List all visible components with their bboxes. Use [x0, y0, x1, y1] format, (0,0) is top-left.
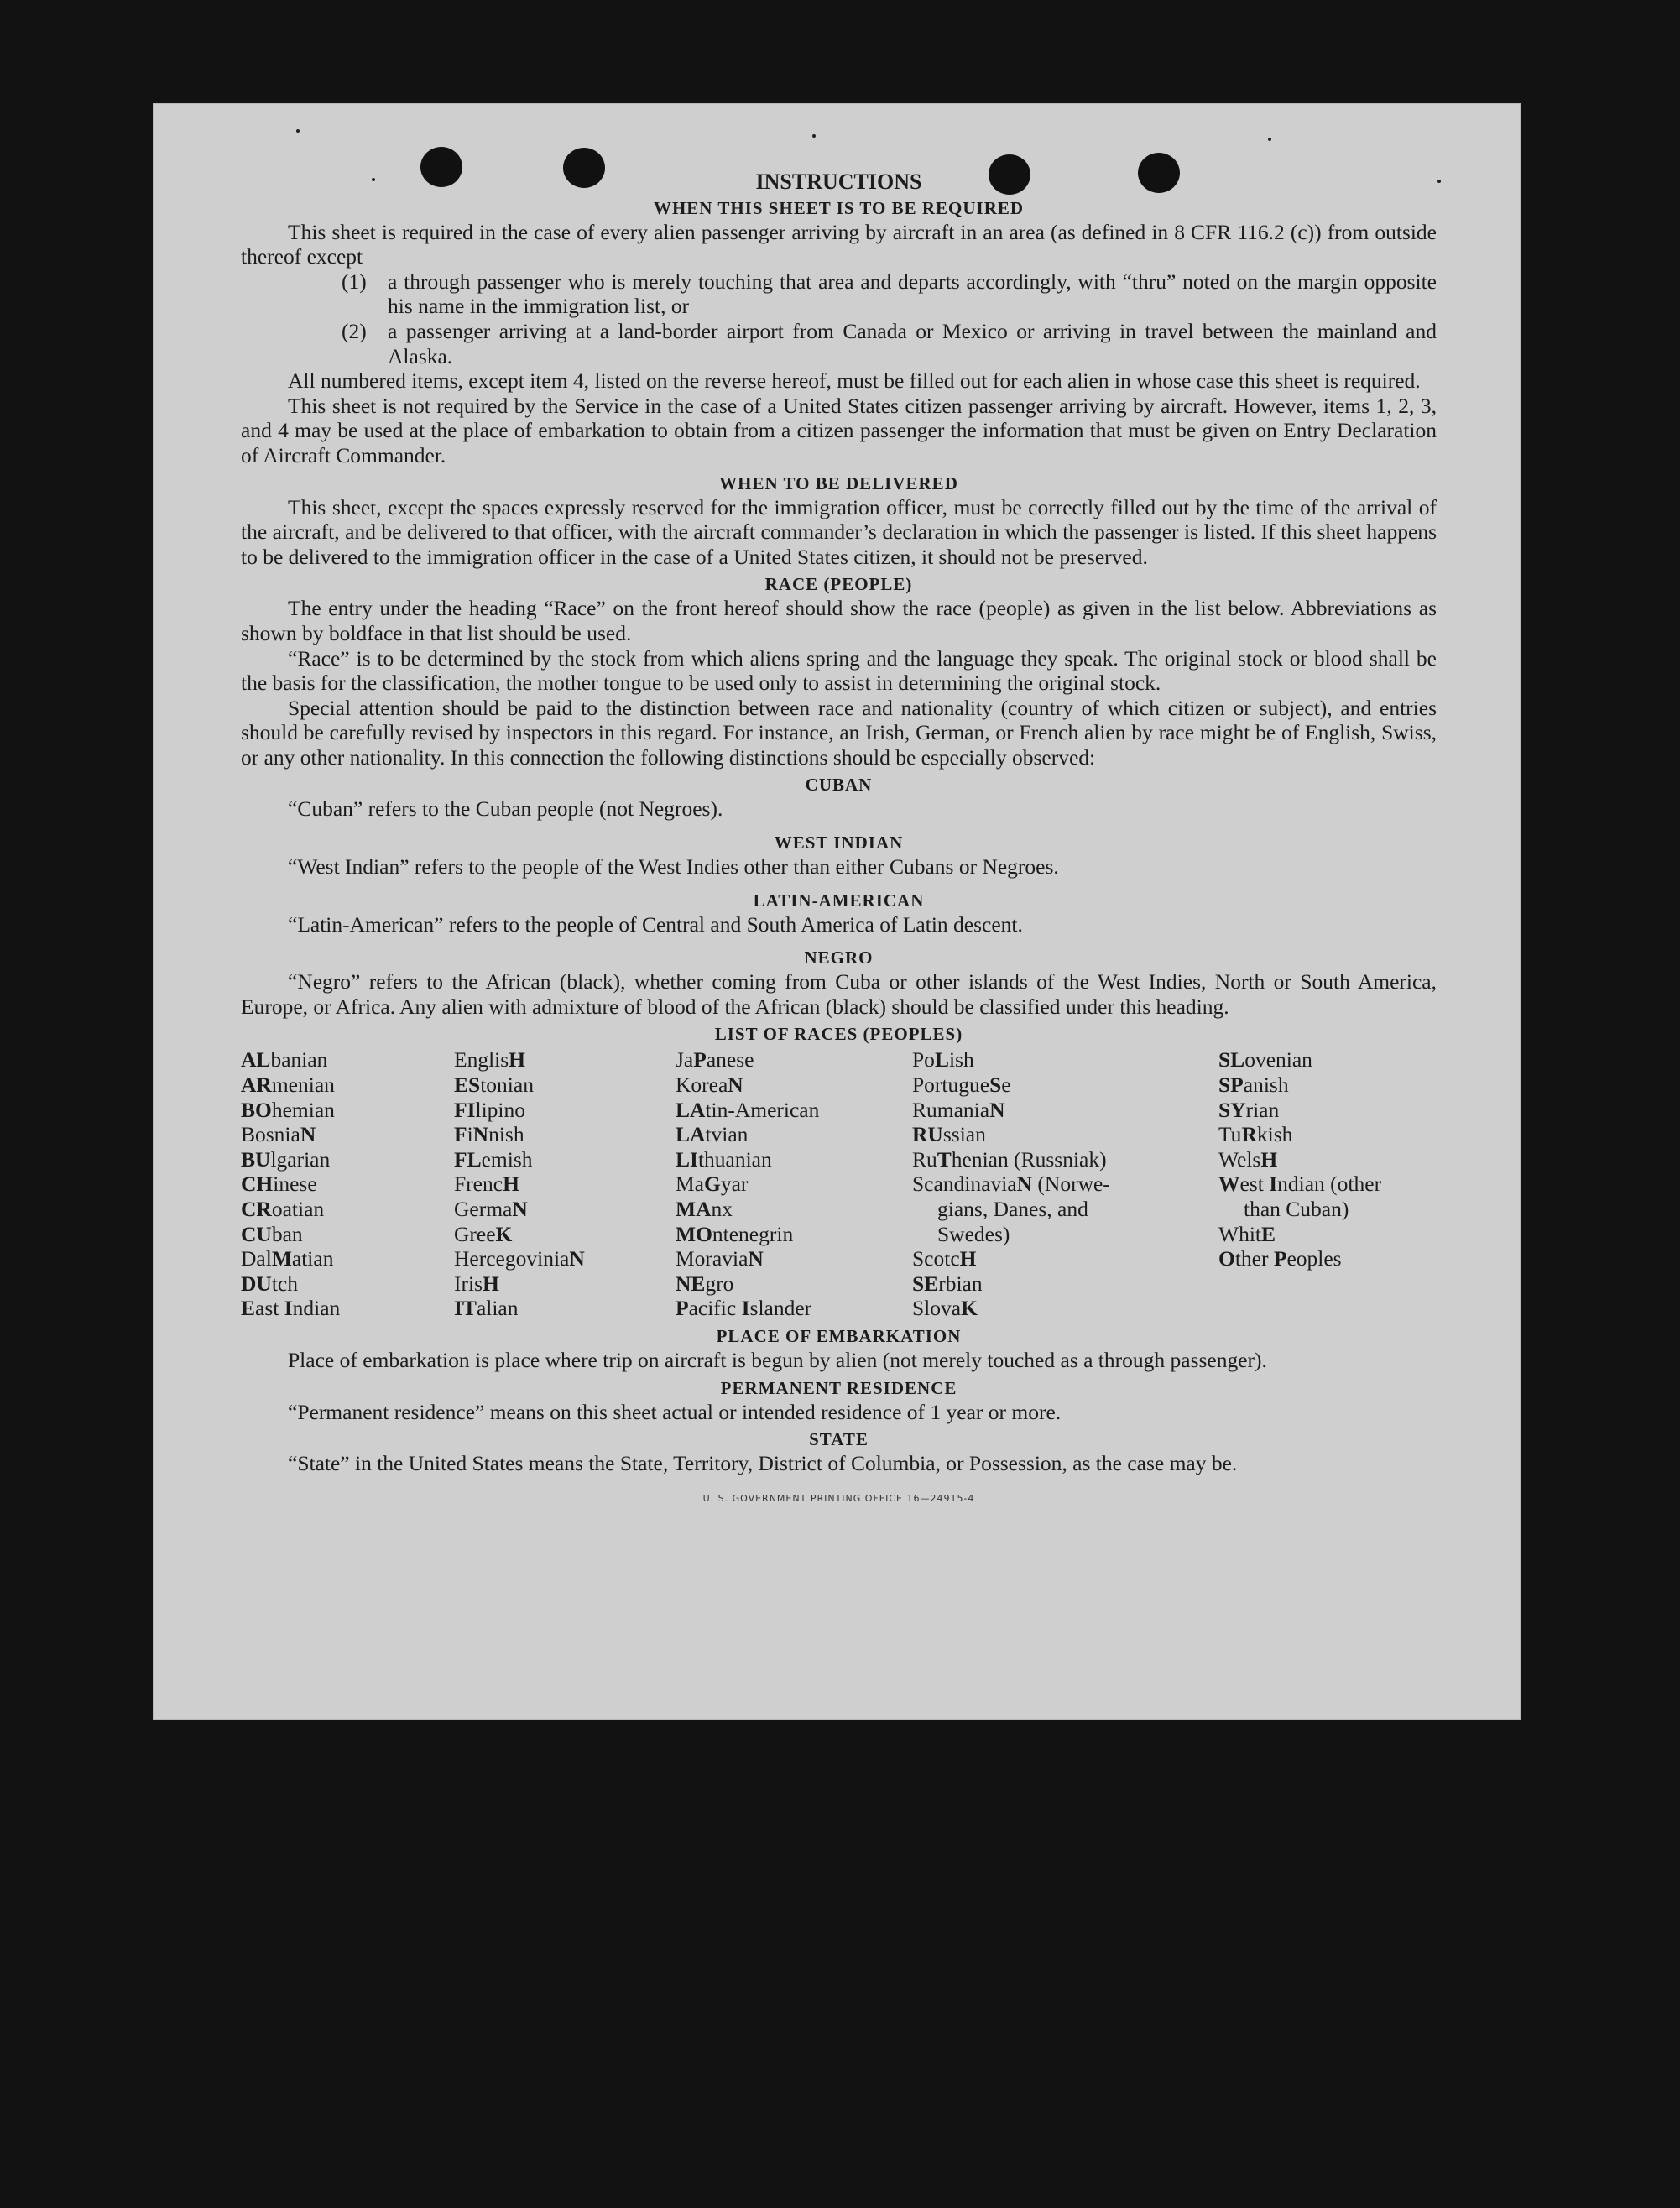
intro-paragraph: This sheet is required in the case of every alien passenger arriving by aircraft in an area (as defined in 8 CFR 116.2 (c)) from outside thereof except [241, 219, 1437, 269]
embarkation-paragraph: Place of embarkation is place where trip on aircraft is begun by alien (not merely touched as a through passenger). [288, 1347, 1267, 1372]
race-entry: ScandinaviaN (Norwe- gians, Danes, and Swedes) [912, 1172, 1110, 1246]
residence-paragraph: “Permanent residence” means on this sheet actual or intended residence of 1 year or more. [288, 1399, 1062, 1424]
west-indian-paragraph: “West Indian” refers to the people of the West Indies other than either Cubans or Negroes. [288, 854, 1059, 880]
race-entry: PoLish [912, 1047, 974, 1073]
race-entry: ITalian [454, 1296, 519, 1321]
race-entry: WelsH [1218, 1146, 1278, 1172]
race-entry: MoraviaN [676, 1246, 764, 1271]
race-paragraph-2: “Race” is to be determined by the stock from which aliens spring and the language they speak. The original stock or blood shall be the basis for the classification, the mother tongue to be used only to assist in determining the original stock. [241, 645, 1437, 696]
race-entry: SLovenian [1218, 1047, 1312, 1073]
race-entry: SlovaK [912, 1296, 978, 1321]
races-list [241, 1047, 1437, 1321]
speck [296, 129, 300, 133]
race-entry: GreeK [454, 1221, 513, 1246]
races-column [676, 1047, 912, 1321]
numbered-items-paragraph: All numbered items, except item 4, listed on the reverse hereof, must be filled out for each alien in whose case this sheet is required. [288, 368, 1421, 394]
race-entry: BUlgarian [241, 1146, 331, 1172]
list-item-text: a passenger arriving at a land-border airport from Canada or Mexico or arriving in travel between the mainland and Alaska. [388, 318, 1437, 368]
race-entry: EnglisH [454, 1047, 526, 1073]
race-entry: West Indian (other than Cuban) [1218, 1172, 1382, 1221]
list-item [342, 269, 1437, 319]
race-entry: PortugueSe [912, 1073, 1011, 1098]
race-entry: DalMatian [241, 1246, 334, 1271]
races-column [1218, 1047, 1437, 1321]
list-item [342, 319, 1437, 368]
speck [812, 134, 816, 138]
section-heading-residence: PERMANENT RESIDENCE [720, 1377, 957, 1398]
race-entry: FLemish [454, 1146, 533, 1172]
section-heading-list-of-races: LIST OF RACES (PEOPLES) [714, 1024, 963, 1045]
section-heading-race: RACE (PEOPLE) [764, 574, 913, 595]
race-paragraph-1: The entry under the heading “Race” on the front hereof should show the race (people) as given in the list below. Abbreviations as shown by boldface in that list should be used. [241, 596, 1437, 645]
race-entry: MAnx [676, 1197, 733, 1221]
race-entry: RumaniaN [912, 1097, 1005, 1122]
race-entry: TuRkish [1218, 1122, 1293, 1147]
race-entry: East Indian [241, 1296, 341, 1321]
race-entry: JaPanese [676, 1047, 754, 1073]
delivered-paragraph: This sheet, except the spaces expressly reserved for the immigration officer, must be correctly filled out by the time of the arrival of the aircraft, and be delivered to that officer, with the aircraft commander’s declaration in which the passenger is listed. If this sheet happens to be delivered to the immigration officer in the case of a United States citizen, it should not be preserved. [241, 494, 1437, 569]
document-page [154, 104, 1520, 1719]
section-heading-latin-american: LATIN-AMERICAN [753, 890, 925, 911]
race-entry: DUtch [241, 1271, 298, 1296]
instructions-content [241, 170, 1437, 1511]
race-entry: BOhemian [241, 1097, 335, 1122]
race-entry: SPanish [1218, 1073, 1289, 1098]
race-entry: CUban [241, 1221, 303, 1246]
race-entry: FrencH [454, 1172, 519, 1197]
race-entry: LIthuanian [676, 1146, 772, 1172]
race-entry: ALbanian [241, 1047, 328, 1073]
races-column [912, 1047, 1156, 1321]
page-title: INSTRUCTIONS [755, 170, 922, 194]
race-entry: SErbian [912, 1271, 983, 1296]
negro-paragraph: “Negro” refers to the African (black), whether coming from Cuba or other islands of the West Indies, North or South America, Europe, or Africa. Any alien with admixture of blood of the African (black) should be classified under this heading. [241, 969, 1437, 1019]
race-entry: BosniaN [241, 1122, 316, 1147]
printing-office-imprint: U. S. GOVERNMENT PRINTING OFFICE 16—24915-4 [702, 1492, 975, 1504]
race-entry: NEgro [676, 1271, 734, 1296]
race-entry: ScotcH [912, 1246, 977, 1271]
race-entry: Other Peoples [1218, 1246, 1342, 1271]
races-column [454, 1047, 676, 1321]
section-heading-state: STATE [809, 1429, 869, 1450]
state-paragraph: “State” in the United States means the State, Territory, District of Columbia, or Possession, as the case may be. [288, 1451, 1238, 1476]
race-entry: Pacific Islander [676, 1296, 812, 1321]
speck [1268, 138, 1271, 141]
section-heading-delivered: WHEN TO BE DELIVERED [719, 472, 958, 493]
races-column [241, 1047, 454, 1321]
race-entry: KoreaN [676, 1073, 743, 1098]
race-entry: HercegoviniaN [454, 1246, 585, 1271]
section-heading-required: WHEN THIS SHEET IS TO BE REQUIRED [653, 197, 1025, 218]
latin-american-paragraph: “Latin-American” refers to the people of Central and South America of Latin descent. [288, 911, 1023, 937]
race-entry: LAtin-American [676, 1097, 820, 1122]
race-entry: RuThenian (Russniak) [912, 1146, 1107, 1172]
race-entry: SYrian [1218, 1097, 1280, 1122]
section-heading-negro: NEGRO [804, 947, 874, 968]
race-entry: EStonian [454, 1073, 534, 1098]
section-heading-west-indian: WEST INDIAN [774, 833, 904, 853]
list-item-text: a through passenger who is merely touching that area and departs accordingly, with “thru” noted on the margin opposite his name in the immigration list, or [388, 269, 1437, 319]
race-paragraph-3: Special attention should be paid to the distinction between race and nationality (country of which citizen or subject), and entries should be carefully revised by inspectors in this regard. For instance, an Irish, German, or French alien by race might be of English, Swiss, or any other nationality. In this connection the following distinctions should be especially observed: [241, 695, 1437, 770]
race-entry: MaGyar [676, 1172, 749, 1197]
race-entry: FIlipino [454, 1097, 526, 1122]
race-entry: CRoatian [241, 1197, 325, 1221]
race-entry: WhitE [1218, 1221, 1276, 1246]
section-heading-embarkation: PLACE OF EMBARKATION [716, 1325, 962, 1346]
race-entry: RUssian [912, 1122, 986, 1147]
race-entry: IrisH [454, 1271, 499, 1296]
exception-list [342, 269, 1437, 368]
race-entry: GermaN [454, 1197, 528, 1221]
race-entry: ARmenian [241, 1073, 335, 1098]
speck [1437, 180, 1441, 183]
cuban-paragraph: “Cuban” refers to the Cuban people (not Negroes). [288, 796, 723, 822]
race-entry: CHinese [241, 1172, 317, 1197]
list-item-number: (1) [342, 269, 367, 294]
citizen-paragraph: This sheet is not required by the Service in the case of a United States citizen passenger arriving by aircraft. However, items 1, 2, 3, and 4 may be used at the place of embarkation to obtain from a citizen passenger the information that must be given on Entry Declaration of Aircraft Commander. [241, 393, 1437, 467]
section-heading-cuban: CUBAN [805, 775, 873, 796]
race-entry: FiNnish [454, 1122, 524, 1147]
race-entry: MOntenegrin [676, 1221, 794, 1246]
race-entry: LAtvian [676, 1122, 749, 1147]
list-item-number: (2) [342, 318, 367, 343]
